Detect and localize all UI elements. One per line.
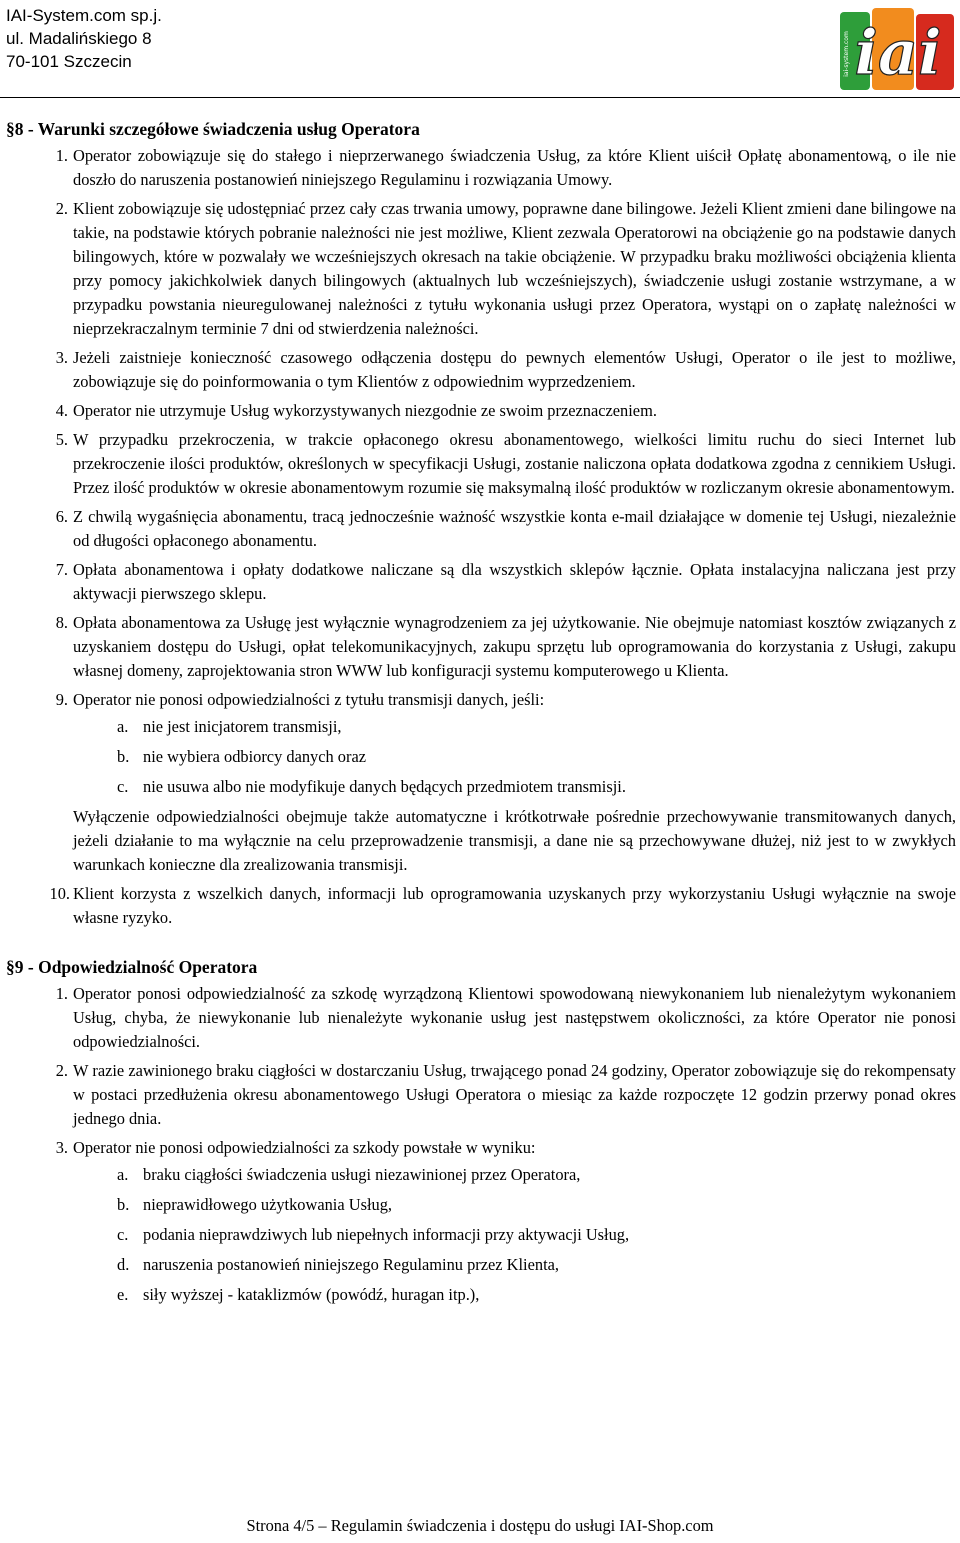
- sub-item-letter: c.: [117, 1225, 129, 1244]
- section-8-list: [0, 144, 960, 930]
- logo-small-text: iai-system.com: [843, 31, 850, 77]
- sub-item-text: podania nieprawdziwych lub niepełnych informacji przy aktywacji Usług,: [143, 1225, 630, 1244]
- sub-item-letter: c.: [117, 777, 129, 796]
- item-number: 3.: [55, 1138, 68, 1157]
- sub-list-item: [73, 1163, 956, 1187]
- sub-item-letter: e.: [117, 1285, 129, 1304]
- item-text: Z chwilą wygaśnięcia abonamentu, tracą jednocześnie ważność wszystkie konta e-mail działające w domenie tej Usługi, niezależnie od długości opłaconego abonamentu.: [73, 507, 956, 550]
- sub-item-text: nie usuwa albo nie modyfikuje danych będących przedmiotem transmisji.: [143, 777, 626, 796]
- item-number: 1.: [55, 984, 68, 1003]
- item-number: 10.: [49, 884, 70, 903]
- list-item: [0, 144, 960, 192]
- iai-logo: [838, 4, 958, 94]
- page-footer: Strona 4/5 – Regulamin świadczenia i dostępu do usługi IAI-Shop.com: [246, 1516, 714, 1535]
- sub-list: [73, 1163, 956, 1307]
- sub-list-item: [73, 715, 956, 739]
- list-item: [0, 688, 960, 877]
- item-text: Klient korzysta z wszelkich danych, informacji lub oprogramowania uzyskanych przy wykorzystaniu Usługi wyłącznie na swoje własne ryzyko.: [73, 884, 956, 927]
- item-text: W przypadku przekroczenia, w trakcie opłaconego okresu abonamentowego, wielkości limitu ruchu do sieci Internet lub przekroczenie ilości produktów, określonych w specyfikacji Usługi, zostanie naliczona opłata dodatkowa zgodna z cennikiem Usługi. Przez ilość produktów w okresie abonamentowym rozumie się maksymalną ilość produktów w rozliczanym okresie abonamentowym.: [73, 430, 956, 497]
- sub-item-letter: b.: [117, 747, 130, 766]
- item-text: Opłata abonamentowa za Usługę jest wyłącznie wynagrodzeniem za jej użytkowanie. Nie obejmuje natomiast kosztów związanych z uzyskaniem dostępu do Usługi, opłat telekomunikacyjnych, zakupu sprzętu lub oprogramowania do korzystania z Usługi, zakupu własnej domeny, zaprojektowania stron WWW lub konfiguracji systemu komputerowego u Klienta.: [73, 613, 956, 680]
- item-number: 6.: [55, 507, 68, 526]
- item-text: Klient zobowiązuje się udostępniać przez cały czas trwania umowy, poprawne dane bilingowe. Jeżeli Klient zmieni dane bilingowe na takie, na podstawie których pobranie należności nie jest możliwe, Klient zezwala Operatorowi na obciążenie go na podstawie danych bilingowych, które w pozwalały we wcześniejszych okresach na takie obciążenie. W przypadku braku możliwości obciążenia klienta przy pomocy jakichkolwiek danych bilingowych (aktualnych lub wcześniejszych), świadczenie usługi zostanie wstrzymane, a w przypadku powstania nieuregulowanej należności z tytułu wykonania usługi przez Operatora, wystąpi on o zapłatę należności w nieprzekraczalnym terminie 7 dni od stwierdzenia należności.: [73, 199, 956, 338]
- list-item: [0, 505, 960, 553]
- section-9: [0, 952, 960, 1307]
- list-item: [0, 1059, 960, 1131]
- sub-list: [73, 715, 956, 799]
- sub-list-item: [73, 1223, 956, 1247]
- item-number: 2.: [55, 199, 68, 218]
- company-name: IAI-System.com sp.j.: [6, 6, 162, 25]
- sub-item-letter: b.: [117, 1195, 130, 1214]
- sub-item-text: naruszenia postanowień niniejszego Regulaminu przez Klienta,: [143, 1255, 560, 1274]
- list-item: [0, 982, 960, 1054]
- logo-text: iai: [854, 16, 942, 89]
- item-text: Operator nie ponosi odpowiedzialności za szkody powstałe w wyniku:: [73, 1138, 536, 1157]
- list-item: [0, 1136, 960, 1307]
- list-item: [0, 399, 960, 423]
- sub-item-text: siły wyższej - kataklizmów (powódź, huragan itp.),: [143, 1285, 480, 1304]
- item-number: 5.: [55, 430, 68, 449]
- item-number: 8.: [55, 613, 68, 632]
- item-number: 3.: [55, 348, 68, 367]
- item-text: W razie zawinionego braku ciągłości w dostarczaniu Usług, trwającego ponad 24 godziny, Operator zobowiązuje się do rekompensaty w postaci przedłużenia okresu abonamentowego Usługi Operatora o miesiąc za każde rozpoczęte 12 godzin przerwy ponad okres jednego dnia.: [73, 1061, 956, 1128]
- item-text: Jeżeli zaistnieje konieczność czasowego odłączenia dostępu do pewnych elementów Usługi, Operator o ile jest to możliwe, zobowiązuje się do poinformowania o tym Klientów z odpowiednim wyprzedzeniem.: [73, 348, 956, 391]
- sub-list-item: [73, 1253, 956, 1277]
- list-item: [0, 428, 960, 500]
- list-item: [0, 611, 960, 683]
- document-body: [0, 114, 960, 1313]
- sub-item-text: nie wybiera odbiorcy danych oraz: [143, 747, 367, 766]
- company-city: 70-101 Szczecin: [6, 52, 132, 71]
- item-number: 9.: [55, 690, 68, 709]
- sub-list-item: [73, 745, 956, 769]
- page-header: [0, 0, 960, 100]
- item-number: 4.: [55, 401, 68, 420]
- item-text: Operator ponosi odpowiedzialność za szkodę wyrządzoną Klientowi spowodowaną niewykonaniem lub nienależytym wykonaniem Usług, chyba, że niewykonanie lub nienależyte wykonanie usług jest następstwem okoliczności, za które Operator nie ponosi odpowiedzialności.: [73, 984, 956, 1051]
- sub-list-item: [73, 775, 956, 799]
- section-9-title: §9 - Odpowiedzialność Operatora: [6, 957, 258, 977]
- list-item: [0, 882, 960, 930]
- list-item: [0, 346, 960, 394]
- section-8-title: §8 - Warunki szczegółowe świadczenia usług Operatora: [6, 119, 420, 139]
- sub-list-item: [73, 1283, 956, 1307]
- company-street: ul. Madalińskiego 8: [6, 29, 152, 48]
- sub-item-text: nie jest inicjatorem transmisji,: [143, 717, 342, 736]
- sub-item-letter: d.: [117, 1255, 130, 1274]
- sub-list-item: [73, 1193, 956, 1217]
- item-text: Operator nie ponosi odpowiedzialności z tytułu transmisji danych, jeśli:: [73, 690, 545, 709]
- section-8: [0, 114, 960, 930]
- section-9-list: [0, 982, 960, 1307]
- item-continuation: Wyłączenie odpowiedzialności obejmuje także automatyczne i krótkotrwałe pośrednie przechowywanie transmitowanych danych, jeżeli działanie to ma wyłącznie na celu przeprowadzenie transmisji, a dane nie są przechowywane dłużej, niż jest to w zwykłych warunkach konieczne dla zrealizowania transmisji.: [73, 807, 956, 874]
- sub-item-text: nieprawidłowego użytkowania Usług,: [143, 1195, 392, 1214]
- sub-item-text: braku ciągłości świadczenia usługi niezawinionej przez Operatora,: [143, 1165, 581, 1184]
- list-item: [0, 197, 960, 341]
- sub-item-letter: a.: [117, 1165, 129, 1184]
- list-item: [0, 558, 960, 606]
- header-rule: [0, 97, 960, 98]
- item-number: 1.: [55, 146, 68, 165]
- company-address: [6, 4, 162, 73]
- item-number: 2.: [55, 1061, 68, 1080]
- item-text: Operator zobowiązuje się do stałego i nieprzerwanego świadczenia Usług, za które Klient uiścił Opłatę abonamentową, o ile nie doszło do naruszenia postanowień niniejszego Regulaminu i rozwiązania Umowy.: [73, 146, 956, 189]
- item-number: 7.: [55, 560, 68, 579]
- item-text: Opłata abonamentowa i opłaty dodatkowe naliczane są dla wszystkich sklepów łącznie. Opłata instalacyjna naliczana jest przy aktywacji pierwszego sklepu.: [73, 560, 956, 603]
- sub-item-letter: a.: [117, 717, 129, 736]
- item-text: Operator nie utrzymuje Usług wykorzystywanych niezgodnie ze swoim przeznaczeniem.: [73, 401, 657, 420]
